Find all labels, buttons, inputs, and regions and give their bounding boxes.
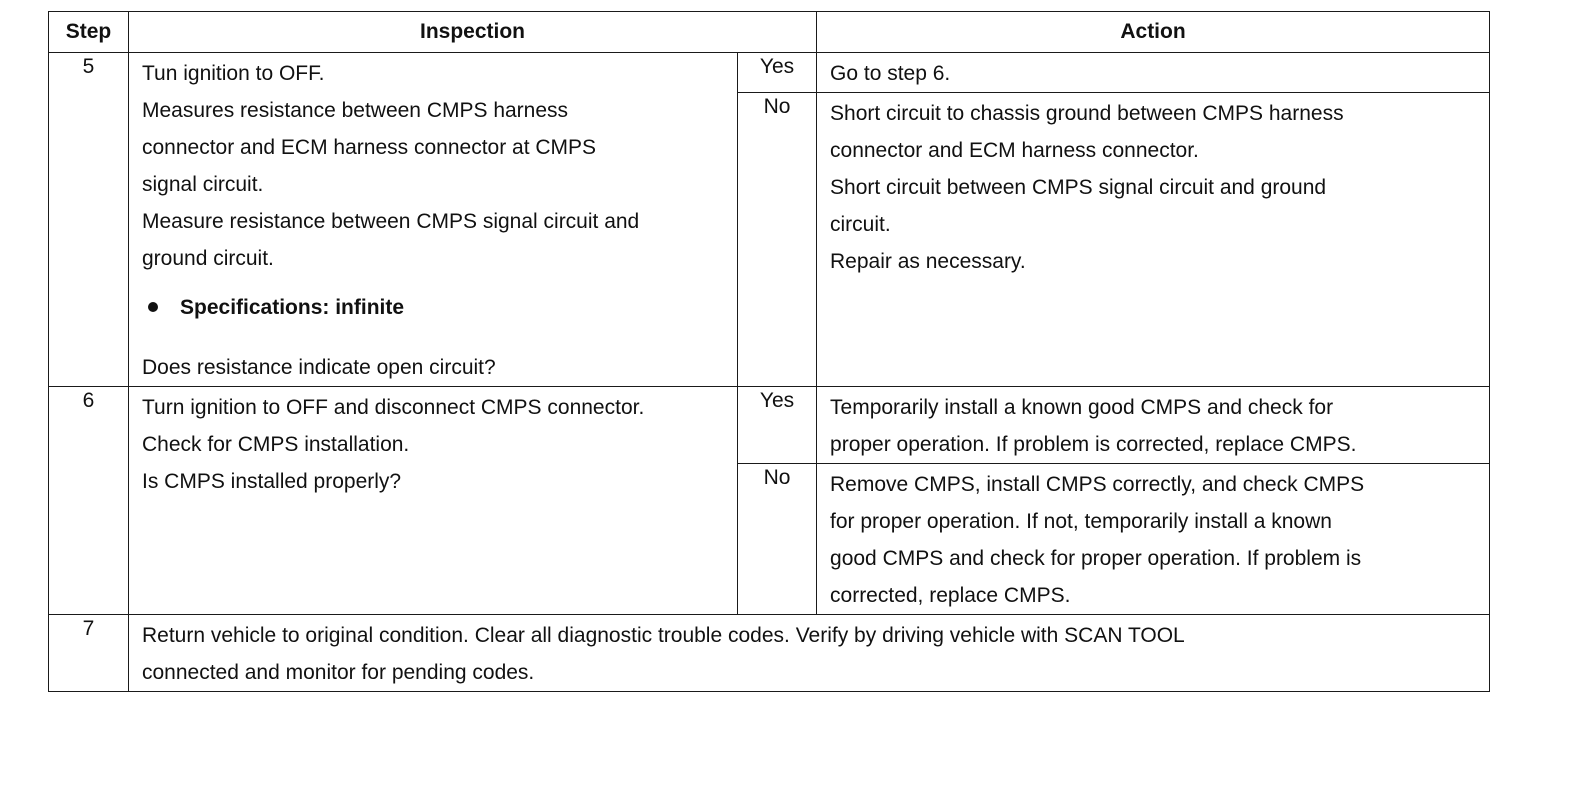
step-5-no-action-line: Repair as necessary.	[830, 250, 1026, 273]
step-7-text-line: Return vehicle to original condition. Clear all diagnostic trouble codes. Verify by driving vehicle with SCAN TOOL	[142, 624, 1185, 647]
step-5-inspection-line: connector and ECM harness connector at CMPS	[142, 136, 597, 159]
step-5-no-action	[817, 93, 1490, 387]
header-step: Step	[49, 12, 129, 53]
step-6-number: 6	[49, 387, 129, 615]
step-5-specification	[142, 289, 725, 326]
step-5-inspection-line: signal circuit.	[142, 173, 264, 196]
step-5-no-action-line: connector and ECM harness connector.	[830, 139, 1199, 162]
step-6-inspection-line: Turn ignition to OFF and disconnect CMPS connector.	[142, 396, 645, 419]
step-5-yes-row	[49, 53, 1490, 93]
step-5-no-action-line: Short circuit between CMPS signal circuit and ground	[830, 176, 1327, 199]
step-7-text-line: connected and monitor for pending codes.	[142, 661, 535, 684]
step-6-yes-action-line: Temporarily install a known good CMPS and check for	[830, 396, 1334, 419]
step-6-no-action-line: for proper operation. If not, temporarily install a known	[830, 510, 1332, 533]
step-6-no-action-line: good CMPS and check for proper operation. If problem is	[830, 547, 1362, 570]
step-5-question: Does resistance indicate open circuit?	[142, 356, 496, 379]
step-5-no-action-line: Short circuit to chassis ground between CMPS harness	[830, 102, 1344, 125]
step-5-yes-action	[817, 53, 1490, 93]
step-7-text	[129, 615, 1490, 692]
step-5-inspection	[129, 53, 738, 387]
step-5-inspection-line: Measure resistance between CMPS signal circuit and	[142, 210, 640, 233]
header-inspection: Inspection	[129, 12, 817, 53]
step-6-no-action	[817, 464, 1490, 615]
step-6-inspection	[129, 387, 738, 615]
step-5-inspection-line: ground circuit.	[142, 247, 274, 270]
step-5-inspection-line: Tun ignition to OFF.	[142, 62, 325, 85]
step-6-yes-label: Yes	[738, 387, 817, 464]
table-header-row	[49, 12, 1490, 53]
step-5-inspection-line: Measures resistance between CMPS harness	[142, 99, 569, 122]
step-6-no-action-line: Remove CMPS, install CMPS correctly, and check CMPS	[830, 473, 1365, 496]
diagnostic-procedure-table	[48, 11, 1490, 692]
step-6-no-action-line: corrected, replace CMPS.	[830, 584, 1071, 607]
step-5-no-action-line: circuit.	[830, 213, 891, 236]
step-7-number: 7	[49, 615, 129, 692]
step-5-no-label: No	[738, 93, 817, 387]
step-6-yes-action	[817, 387, 1490, 464]
step-6-no-label: No	[738, 464, 817, 615]
step-6-inspection-line: Is CMPS installed properly?	[142, 470, 402, 493]
step-6-yes-action-line: proper operation. If problem is corrected, replace CMPS.	[830, 433, 1357, 456]
step-6-yes-row	[49, 387, 1490, 464]
step-5-yes-label: Yes	[738, 53, 817, 93]
step-5-yes-action-text: Go to step 6.	[830, 62, 951, 85]
step-5-number: 5	[49, 53, 129, 387]
bullet-icon	[148, 302, 158, 312]
step-7-row	[49, 615, 1490, 692]
step-5-specification-text: Specifications: infinite	[180, 296, 405, 319]
header-action: Action	[817, 12, 1490, 53]
step-6-inspection-line: Check for CMPS installation.	[142, 433, 410, 456]
